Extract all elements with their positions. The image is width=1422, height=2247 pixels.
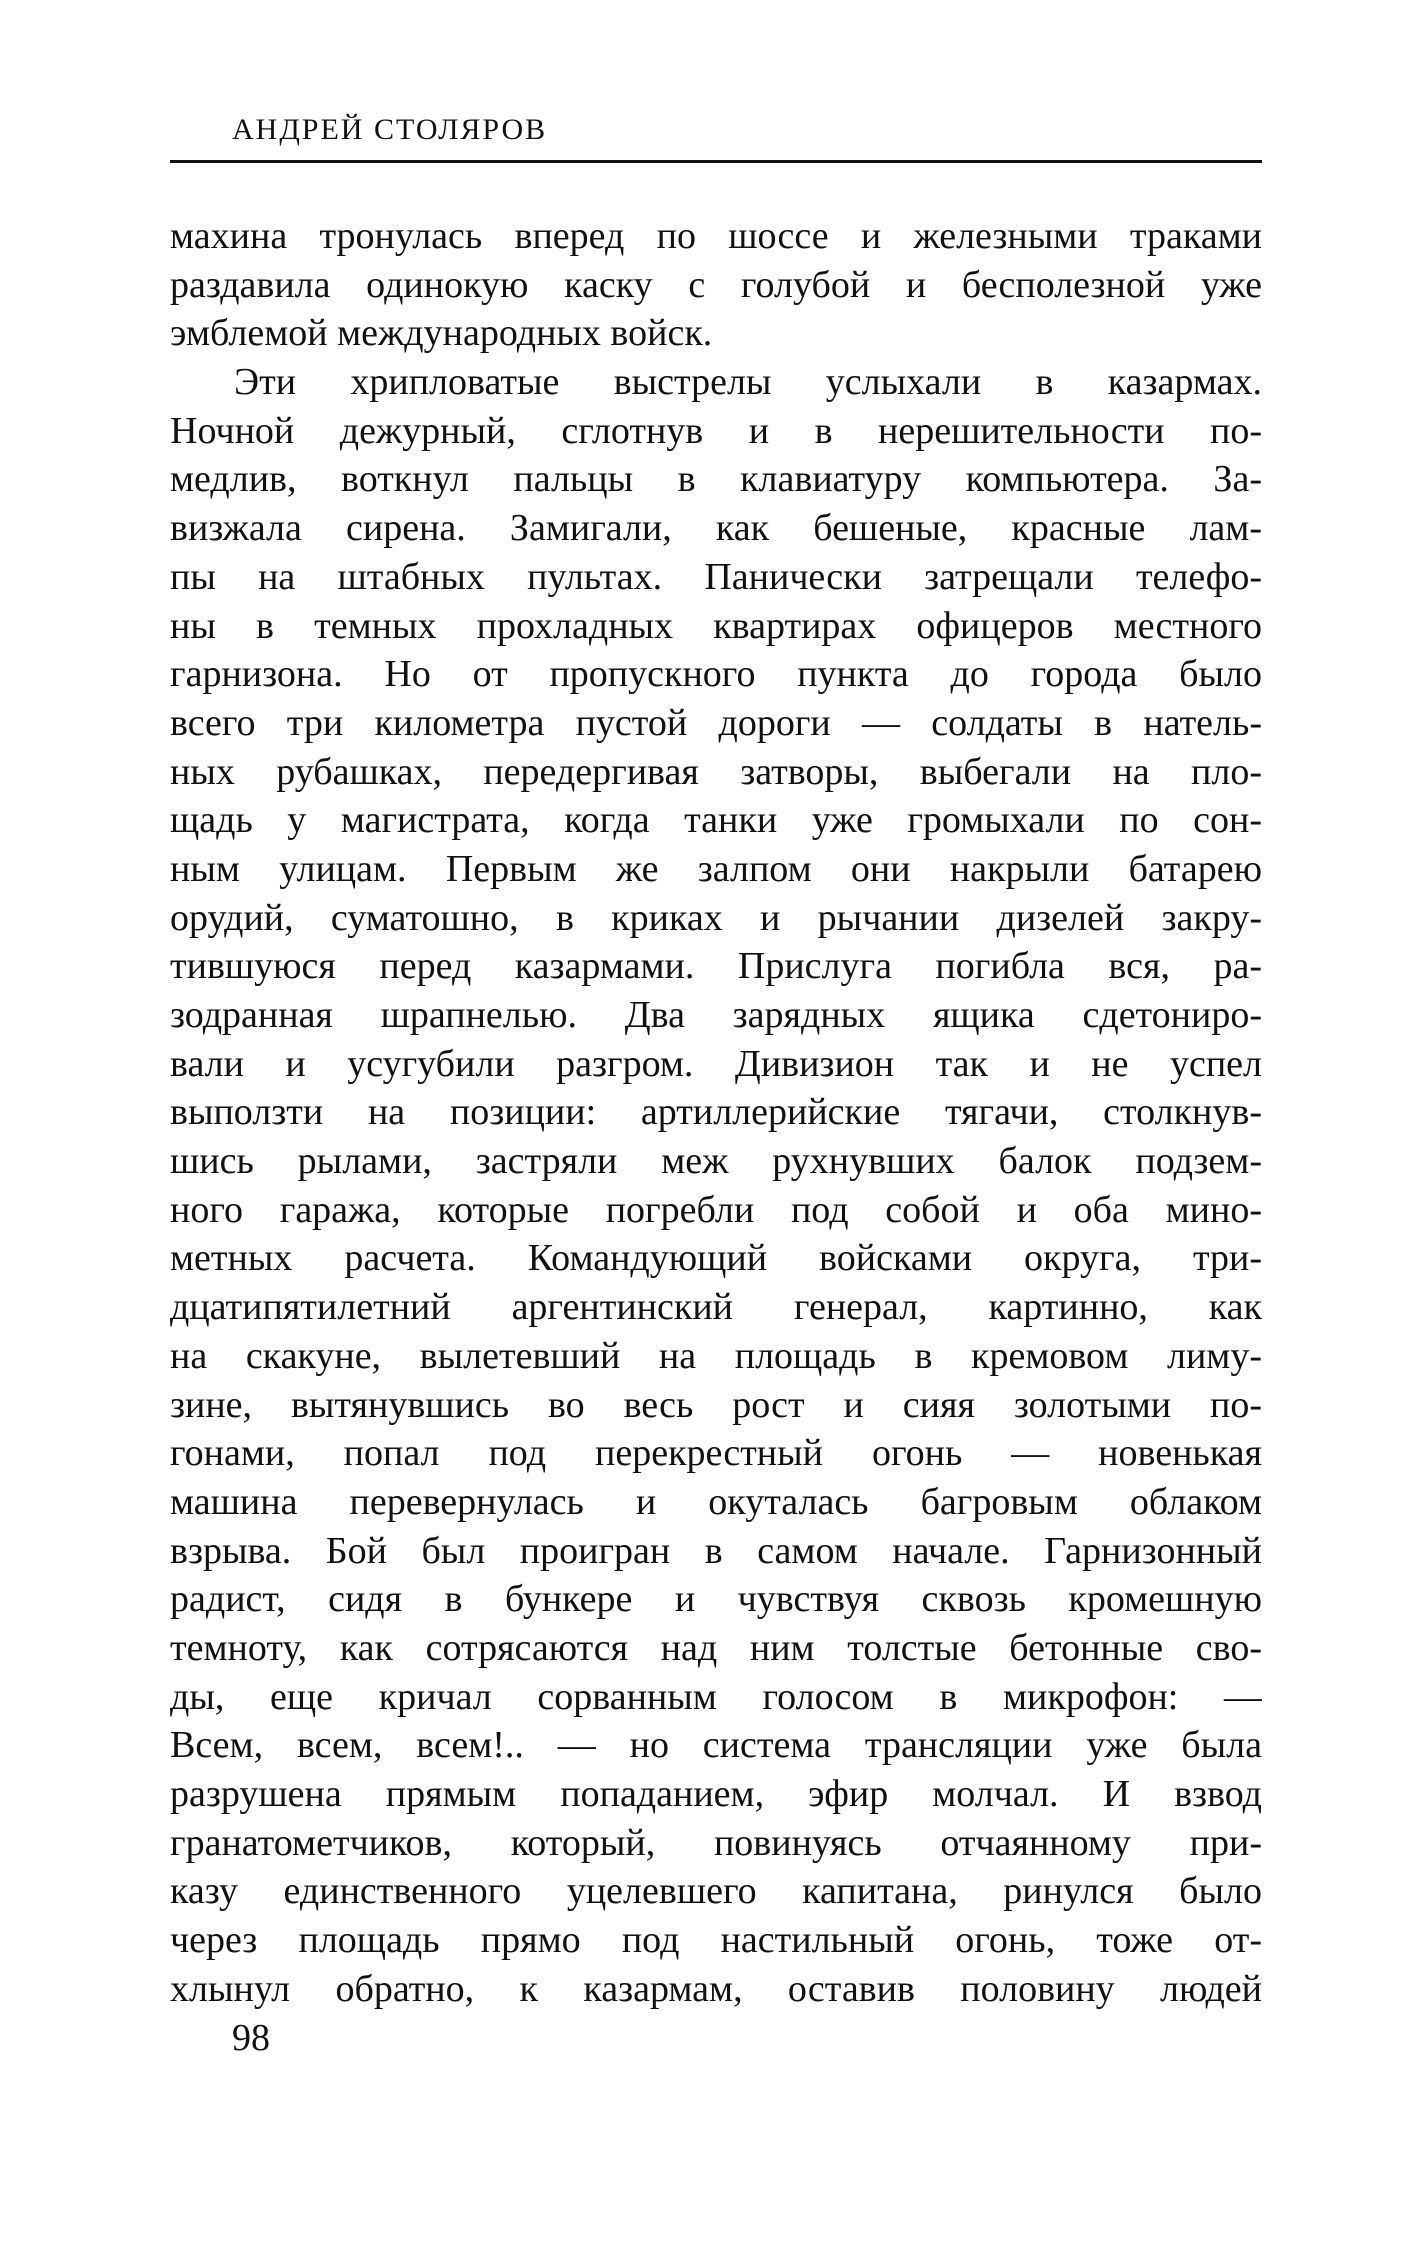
text-line: темноту, как сотрясаются над ним толстые бетонные сво- bbox=[170, 1626, 1262, 1669]
text-line: гранатометчиков, который, повинуясь отчаянному при- bbox=[170, 1821, 1262, 1864]
body-text bbox=[170, 212, 1262, 2013]
text-line: орудий, суматошно, в криках и рычании дизелей закру- bbox=[170, 896, 1262, 939]
text-line: зодранная шрапнелью. Два зарядных ящика сдетониро- bbox=[170, 994, 1262, 1036]
text-line: всего три километра пустой дороги — солдаты в натель- bbox=[170, 701, 1262, 744]
text-line: медлив, воткнул пальцы в клавиатуру компьютера. За- bbox=[170, 458, 1262, 501]
text-line: разрушена прямым попаданием, эфир молчал. И взвод bbox=[170, 1773, 1262, 1815]
text-line: Эти хрипловатые выстрелы услыхали в казармах. bbox=[234, 361, 1262, 404]
text-line: тившуюся перед казармами. Прислуга погибла вся, ра- bbox=[170, 945, 1262, 988]
text-line: ны в темных прохладных квартирах офицеров местного bbox=[170, 604, 1262, 647]
text-line: пы на штабных пультах. Панически затрещали телефо- bbox=[170, 555, 1262, 598]
text-line: радист, сидя в бункере и чувствуя сквозь кромешную bbox=[170, 1578, 1262, 1621]
text-line: на скакуне, вылетевший на площадь в кремовом лиму- bbox=[170, 1334, 1262, 1377]
header-rule bbox=[170, 160, 1262, 163]
text-line: ных рубашках, передергивая затворы, выбегали на пло- bbox=[170, 750, 1262, 793]
text-line: выползти на позиции: артиллерийские тягачи, столкнув- bbox=[170, 1091, 1262, 1134]
page-number: 98 bbox=[232, 2017, 270, 2059]
text-line: раздавила одинокую каску с голубой и бесполезной уже bbox=[170, 263, 1262, 306]
text-line: зине, вытянувшись во весь рост и сияя золотыми по- bbox=[170, 1383, 1262, 1426]
text-line: взрыва. Бой был проигран в самом начале. Гарнизонный bbox=[170, 1529, 1262, 1572]
text-line: вали и усугубили разгром. Дивизион так и не успел bbox=[170, 1042, 1262, 1085]
text-line: хлынул обратно, к казармам, оставив половину людей bbox=[170, 1967, 1262, 2010]
text-line: дцатипятилетний аргентинский генерал, картинно, как bbox=[170, 1286, 1262, 1329]
text-line: визжала сирена. Замигали, как бешеные, красные лам- bbox=[170, 507, 1262, 550]
text-line: казу единственного уцелевшего капитана, ринулся было bbox=[170, 1870, 1262, 1913]
text-line: ным улицам. Первым же залпом они накрыли батарею bbox=[170, 847, 1262, 890]
text-line: гонами, попал под перекрестный огонь — новенькая bbox=[170, 1432, 1262, 1475]
text-line: метных расчета. Командующий войсками округа, три- bbox=[170, 1237, 1262, 1280]
running-head-author: АНДРЕЙ СТОЛЯРОВ bbox=[232, 113, 548, 146]
text-line: щадь у магистрата, когда танки уже громыхали по сон- bbox=[170, 799, 1262, 842]
text-line: махина тронулась вперед по шоссе и железными траками bbox=[170, 215, 1262, 257]
text-line: машина перевернулась и окуталась багровым облаком bbox=[170, 1480, 1262, 1523]
text-line: Всем, всем, всем!.. — но система трансляции уже была bbox=[170, 1724, 1262, 1767]
text-line: Ночной дежурный, сглотнув и в нерешительности по- bbox=[170, 409, 1262, 452]
text-line: ного гаража, которые погребли под собой и оба мино- bbox=[170, 1188, 1262, 1231]
text-line: ды, еще кричал сорванным голосом в микрофон: — bbox=[170, 1675, 1262, 1718]
text-line: эмблемой международных войск. bbox=[170, 312, 713, 355]
text-line: гарнизона. Но от пропускного пункта до города было bbox=[170, 653, 1262, 696]
text-line: шись рылами, застряли меж рухнувших балок подзем- bbox=[170, 1140, 1262, 1183]
text-line: через площадь прямо под настильный огонь, тоже от- bbox=[170, 1919, 1262, 1962]
